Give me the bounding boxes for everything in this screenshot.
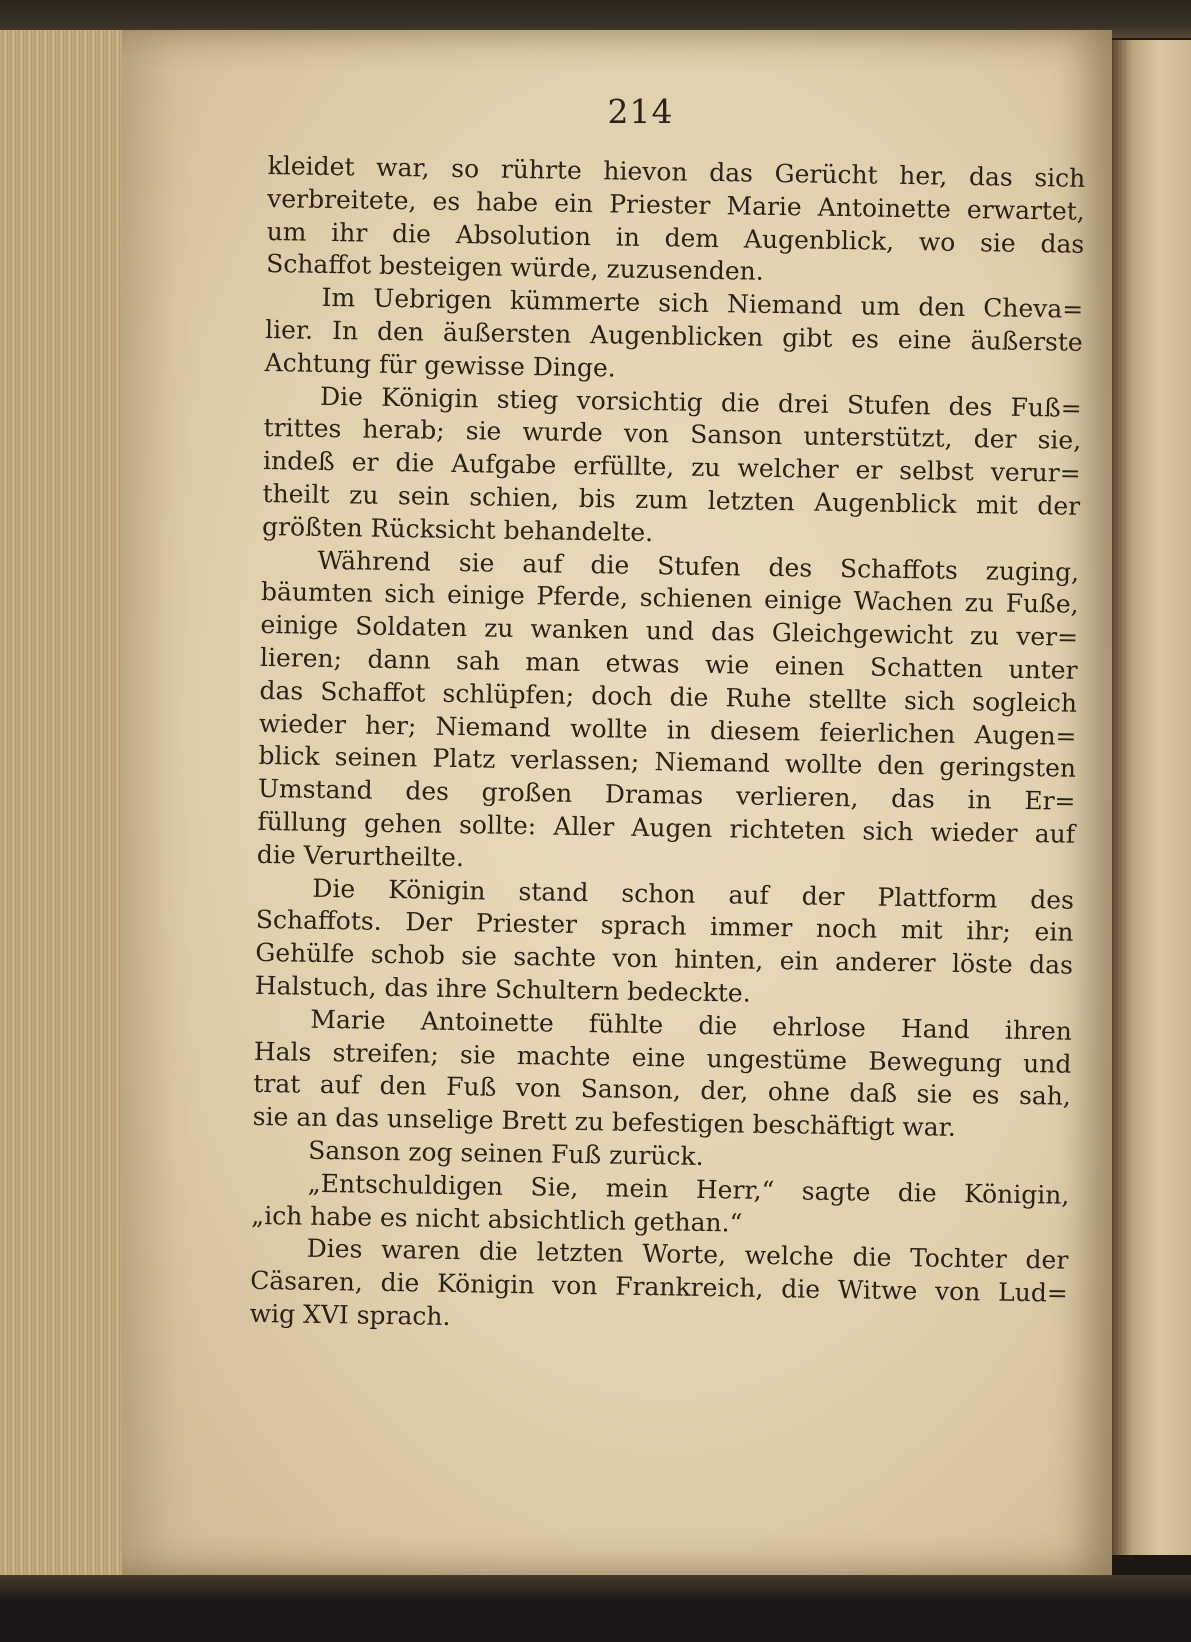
text-line: Halstuch, das ihre Schultern bedeckte. xyxy=(254,970,751,1008)
text-line: die Verurtheilte. xyxy=(256,839,465,872)
text-line: Schaffots. Der Priester sprach immer noch mit ihr; ein xyxy=(255,905,1074,948)
text-line: Sanson zog seinen Fuß zurück. xyxy=(308,1135,704,1171)
text-line: Umstand des großen Dramas verlieren, das in Er= xyxy=(257,774,1076,816)
text-line: „ich habe es nicht absichtlich gethan.“ xyxy=(251,1200,743,1238)
page-number: 214 xyxy=(607,92,674,131)
text-line: Im Uebrigen kümmerte sich Niemand um den Cheva= xyxy=(321,283,1084,325)
text-line: trittes herab; sie wurde von Sanson unterstützt, der sie, xyxy=(263,413,1082,456)
text-line: Dies waren die letzten Worte, welche die Tochter der xyxy=(306,1234,1069,1276)
text-line: indeß er die Aufgabe erfüllte, zu welcher er selbst verur= xyxy=(262,446,1081,488)
text-line: Gehülfe schob sie sachte von hinten, ein anderer löste das xyxy=(255,938,1074,980)
text-line: Schaffot besteigen würde, zuzusenden. xyxy=(265,249,764,287)
text-line: Die Königin stieg vorsichtig die drei Stufen des Fuß= xyxy=(319,381,1082,423)
text-line: das Schaffot schlüpfen; doch die Ruhe stellte sich sogleich xyxy=(259,675,1078,718)
text-line: Cäsaren, die Königin von Frankreich, die Witwe von Lud= xyxy=(250,1265,1069,1308)
text-line: Achtung für gewisse Dinge. xyxy=(264,347,616,383)
text-line: bäumten sich einige Pferde, schienen einige Wachen zu Fuße, xyxy=(260,577,1079,620)
text-line: um ihr die Absolution in dem Augenblick, wo sie das xyxy=(266,216,1085,259)
book-bottom-edge xyxy=(0,1575,1191,1642)
text-line: Hals streifen; sie machte eine ungestüme Bewegung und xyxy=(253,1036,1072,1079)
text-line: theilt zu sein schien, bis zum letzten Augenblick mit der xyxy=(262,478,1081,521)
text-line: einige Soldaten zu wanken und das Gleichgewicht zu ver= xyxy=(260,610,1079,652)
text-line: Marie Antoinette fühlte die ehrlose Hand ihren xyxy=(310,1004,1073,1046)
page-text xyxy=(249,150,1085,1343)
text-line: blick seinen Platz verlassen; Niemand wollte den geringsten xyxy=(258,741,1077,784)
text-line: verbreitete, es habe ein Priester Marie Antoinette erwartet, xyxy=(267,183,1085,226)
text-line: größten Rücksicht behandelte. xyxy=(261,511,654,547)
text-line: füllung gehen sollte: Aller Augen richteten sich wieder auf xyxy=(257,806,1076,849)
text-line: trat auf den Fuß von Sanson, der, ohne daß sie es sah, xyxy=(253,1069,1072,1112)
text-line: lieren; dann sah man etwas wie einen Schatten unter xyxy=(259,642,1078,685)
text-line: „Entschuldigen Sie, mein Herr,“ sagte die Königin, xyxy=(307,1168,1070,1210)
text-line: sie an das unselige Brett zu befestigen beschäftigt war. xyxy=(252,1101,957,1143)
text-line: lier. In den äußersten Augenblicken gibt es eine äußerste xyxy=(264,314,1083,357)
text-line: Während sie auf die Stufen des Schaffots zuging, xyxy=(317,545,1080,587)
text-line: Die Königin stand schon auf der Plattform des xyxy=(312,873,1075,915)
text-line: wieder her; Niemand wollte in diesem feierlichen Augen= xyxy=(258,708,1077,751)
facing-page-edge xyxy=(1112,40,1191,1555)
text-line: wig XVI sprach. xyxy=(249,1298,451,1331)
text-line: kleidet war, so rührte hievon das Gerücht her, das sich xyxy=(267,150,1086,193)
